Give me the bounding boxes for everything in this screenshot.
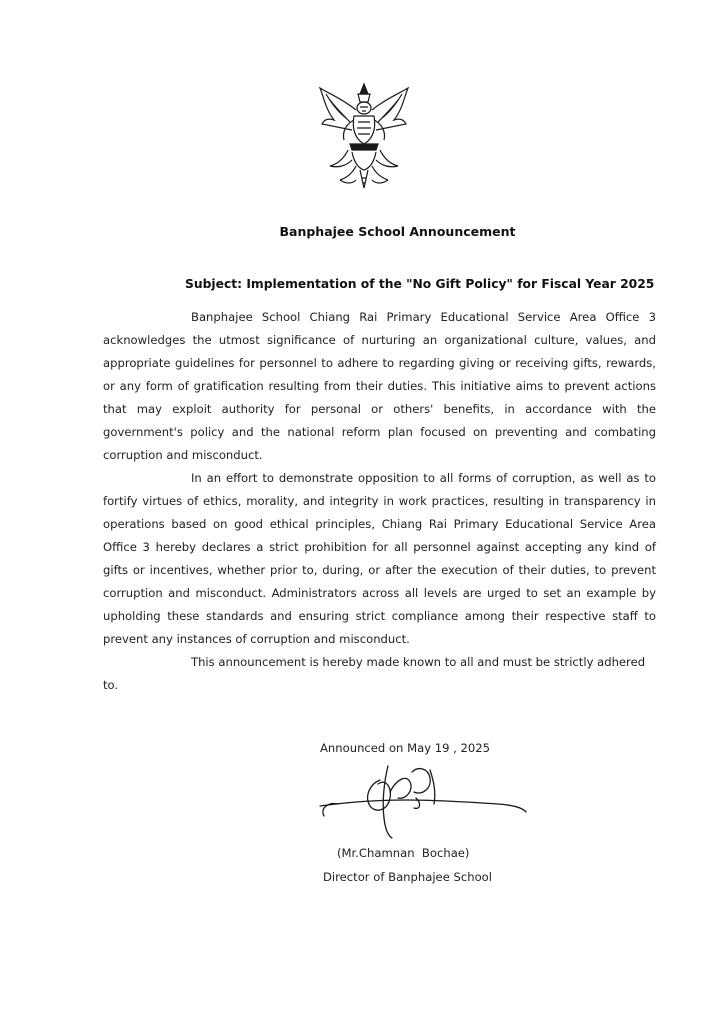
signer-position: Director of Banphajee School — [323, 870, 492, 884]
announcement-date: Announced on May 19 , 2025 — [320, 741, 491, 755]
handwritten-signature — [318, 762, 528, 842]
body-paragraph-3: This announcement is hereby made known to all and must be strictly adhered to. — [103, 655, 646, 692]
announcement-body — [103, 306, 656, 697]
announcement-title: Banphajee School Announcement — [279, 224, 516, 239]
body-paragraph-2: In an effort to demonstrate opposition to all forms of corruption, as well as to fortify virtues of ethics, morality, and integrity in work practices, resulting in transparency in operations based on good ethical principles, Chiang Rai Primary Educational Service Area Office 3 hereby declares a strict prohibition for all personnel against accepting any kind of gifts or incentives, whether prior to, during, or after the execution of their duties, to prevent corruption and misconduct. Administrators across all levels are urged to set an example by upholding these standards and ensuring strict compliance among their respective staff to prevent any instances of corruption and misconduct. — [103, 471, 656, 646]
announcement-subject: Subject: Implementation of the "No Gift Policy" for Fiscal Year 2025 — [185, 277, 655, 291]
body-paragraph-1: Banphajee School Chiang Rai Primary Educational Service Area Office 3 acknowledges the utmost significance of nurturing an organizational culture, values, and appropriate guidelines for personnel to adhere to regarding giving or receiving gifts, rewards, or any form of gratification resulting from their duties. This initiative aims to prevent actions that may exploit authority for personal or others' benefits, in accordance with the government's policy and the national reform plan focused on preventing and combating corruption and misconduct. — [103, 310, 656, 462]
signer-name: (Mr.Chamnan Bochae) — [337, 846, 470, 860]
garuda-emblem-icon — [316, 80, 412, 192]
